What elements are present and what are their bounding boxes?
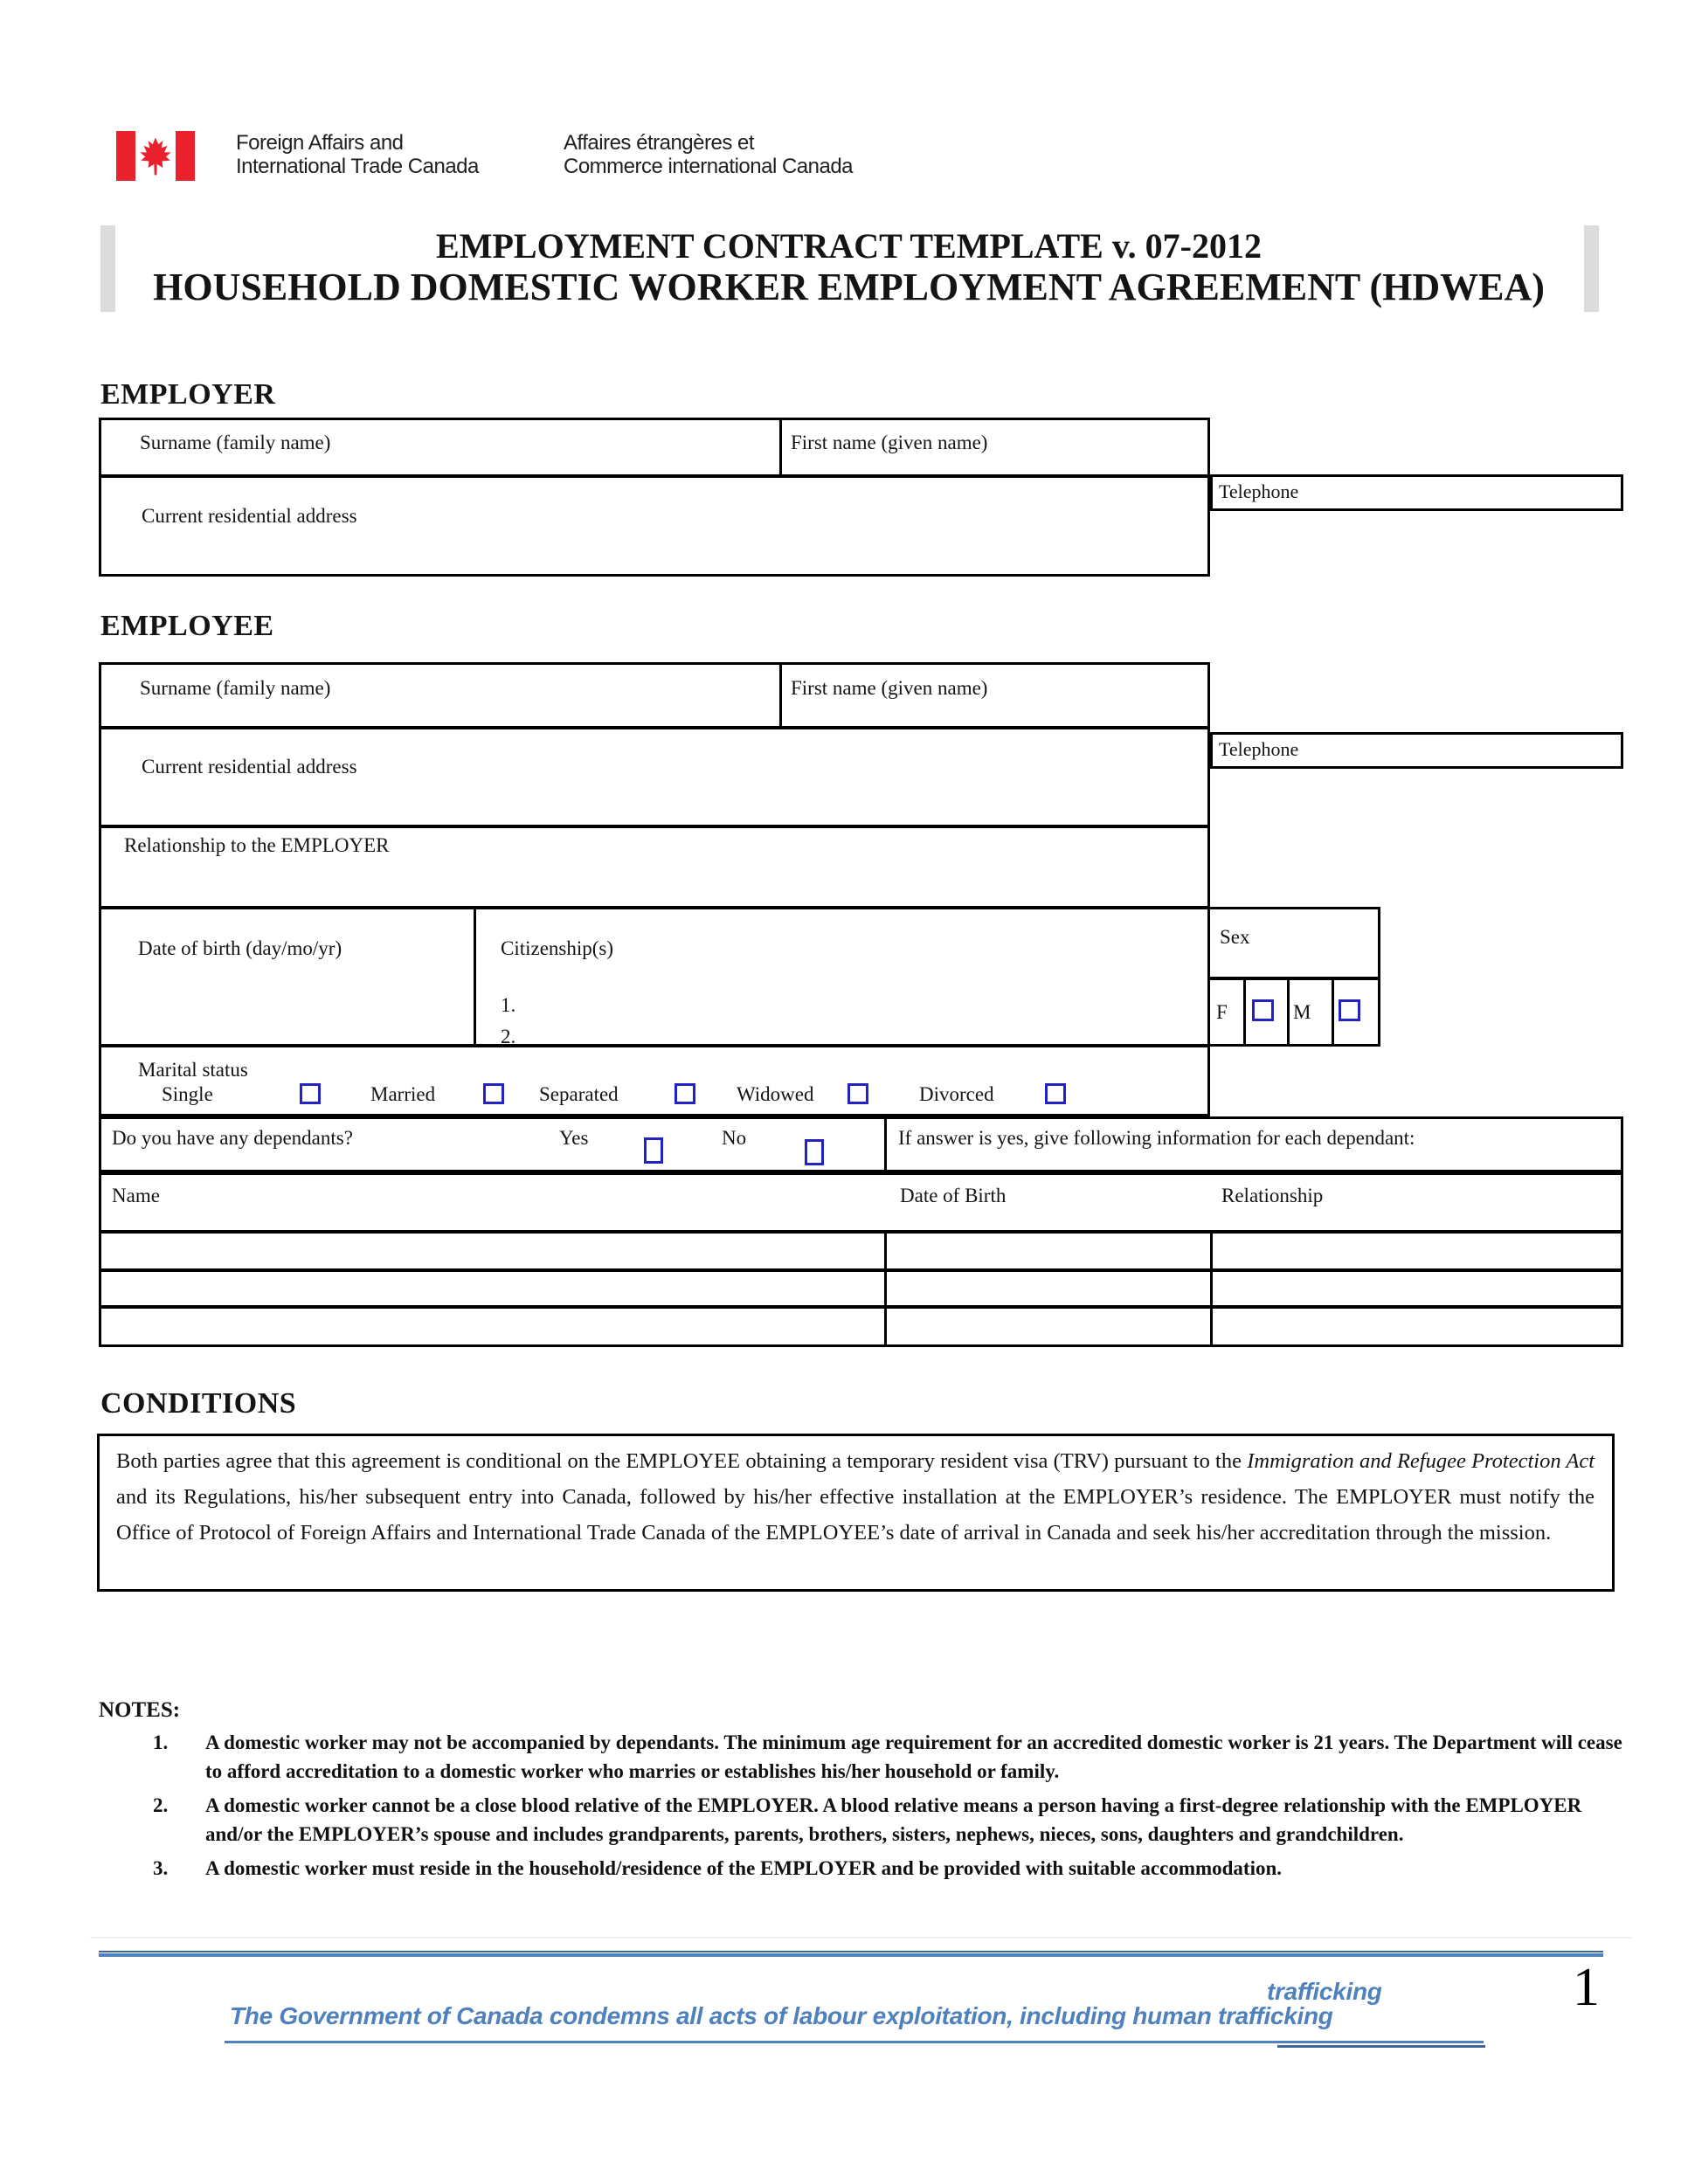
flag-red-bar-right	[176, 131, 195, 181]
citizenship-line2-field[interactable]	[533, 1026, 1206, 1048]
employee-first-name-field[interactable]	[786, 703, 1206, 719]
employer-first-name-label: First name (given name)	[791, 432, 988, 453]
employee-surname-field[interactable]	[105, 703, 773, 719]
footer-overlay-word: trafficking	[1267, 1978, 1382, 2005]
dependant-row3-name-cell[interactable]	[101, 1309, 884, 1344]
divider-line	[99, 474, 1210, 478]
marital-option-divorced-label: Divorced	[919, 1083, 994, 1105]
canada-flag-icon	[116, 131, 195, 181]
employee-dob-field[interactable]	[105, 970, 467, 1038]
department-name-english	[236, 131, 479, 178]
note-2-number: 2.	[153, 1794, 169, 1816]
citizenship-line1-field[interactable]	[533, 996, 1206, 1019]
maple-leaf-icon	[137, 135, 174, 178]
divider-line	[474, 909, 476, 1044]
divider-line	[99, 906, 1210, 909]
marital-option-separated-label: Separated	[539, 1083, 619, 1105]
checkbox-dependants-yes[interactable]	[644, 1137, 663, 1164]
employer-first-name-field[interactable]	[786, 458, 1206, 473]
footer-rule-top	[99, 1951, 1603, 1952]
employee-address-label: Current residential address	[142, 756, 357, 778]
department-name-french	[564, 131, 853, 178]
dependants-if-yes-note: If answer is yes, give following information for each dependant:	[898, 1127, 1415, 1149]
employee-relationship-field[interactable]	[105, 865, 1206, 900]
employee-surname-label: Surname (family name)	[140, 677, 331, 699]
note-item-2	[99, 1791, 1623, 1849]
conditions-text-after-act: and its Regulations, his/her subsequent entry into Canada, followed by his/her effective installation at the EMPLOYER’s residence. The EMPLOYER must notify the Office of Protocol of Foreign Affairs and International Trade Canada of the EMPLOYEE’s date of arrival in Canada and seek his/her accreditation through the mission.	[116, 1485, 1595, 1545]
employee-citizenship-label: Citizenship(s)	[501, 937, 614, 959]
checkbox-widowed[interactable]	[847, 1083, 868, 1104]
divider-line	[99, 825, 1210, 828]
employer-telephone-label: Telephone	[1219, 480, 1299, 502]
employer-telephone-field[interactable]	[1210, 474, 1623, 511]
employee-telephone-label: Telephone	[1219, 738, 1299, 760]
dependants-header-name: Name	[112, 1185, 160, 1206]
divider-line	[1207, 977, 1380, 980]
checkbox-married[interactable]	[483, 1083, 504, 1104]
sex-label: Sex	[1220, 926, 1250, 948]
checkbox-sex-male[interactable]	[1339, 999, 1360, 1021]
document-title-line2: HOUSEHOLD DOMESTIC WORKER EMPLOYMENT AGREEMENT (HDWEA)	[153, 266, 1545, 308]
dependant-row3-relationship-cell[interactable]	[1213, 1309, 1621, 1344]
divider-line	[99, 726, 1210, 729]
dependant-row3-dob-cell[interactable]	[887, 1309, 1210, 1344]
employee-relationship-label: Relationship to the EMPLOYER	[124, 834, 390, 856]
checkbox-divorced[interactable]	[1045, 1083, 1066, 1104]
marital-status-label: Marital status	[138, 1059, 248, 1081]
footer-underline	[225, 2041, 1484, 2043]
note-item-3	[99, 1854, 1623, 1883]
dependants-no-label: No	[722, 1127, 747, 1149]
dependant-row2-relationship-cell[interactable]	[1213, 1272, 1621, 1305]
marital-option-widowed-label: Widowed	[737, 1083, 814, 1105]
dependant-row2-name-cell[interactable]	[101, 1272, 884, 1305]
employer-section-heading: EMPLOYER	[100, 378, 276, 411]
note-3-number: 3.	[153, 1857, 169, 1879]
conditions-text-before-act: Both parties agree that this agreement is conditional on the EMPLOYEE obtaining a temporary resident visa (TRV) pursuant to the	[116, 1449, 1248, 1473]
document-title-line1: EMPLOYMENT CONTRACT TEMPLATE v. 07-2012	[436, 226, 1262, 266]
checkbox-dependants-no[interactable]	[805, 1139, 824, 1165]
footer-rule	[99, 1953, 1603, 1957]
dependant-row1-name-cell[interactable]	[101, 1234, 884, 1268]
note-2-text: A domestic worker cannot be a close blood relative of the EMPLOYER. A blood relative means a person having a first-degree relationship with the EMPLOYER and/or the EMPLOYER’s spouse and includes grandparents, parents, brothers, sisters, nephews, nieces, sons, daughters and grandchildren.	[205, 1794, 1582, 1845]
conditions-paragraph	[116, 1443, 1595, 1551]
marital-option-single-label: Single	[162, 1083, 213, 1105]
note-1-number: 1.	[153, 1731, 169, 1753]
employer-surname-field[interactable]	[105, 458, 773, 473]
marital-option-married-label: Married	[370, 1083, 436, 1105]
conditions-act-title: Immigration and Refugee Protection Act	[1247, 1449, 1595, 1473]
note-3-text: A domestic worker must reside in the household/residence of the EMPLOYER and be provided with suitable accommodation.	[205, 1857, 1283, 1879]
divider-line	[1243, 980, 1246, 1047]
divider-line	[1287, 980, 1290, 1047]
employee-section-heading: EMPLOYEE	[100, 610, 274, 642]
dependant-row2-dob-cell[interactable]	[887, 1272, 1210, 1305]
notes-heading: NOTES:	[99, 1698, 181, 1722]
checkbox-separated[interactable]	[675, 1083, 695, 1104]
employer-address-label: Current residential address	[142, 505, 357, 527]
dependant-row1-relationship-cell[interactable]	[1213, 1234, 1621, 1268]
dependants-yes-label: Yes	[559, 1127, 589, 1149]
dept-en-line1: Foreign Affairs and	[236, 131, 404, 155]
dependants-header-relationship: Relationship	[1221, 1185, 1324, 1206]
conditions-section-heading: CONDITIONS	[100, 1387, 297, 1420]
dept-fr-line1: Affaires étrangères et	[564, 131, 755, 155]
dept-en-line2: International Trade Canada	[236, 155, 479, 178]
dependants-header-dob: Date of Birth	[900, 1185, 1007, 1206]
divider-line	[779, 662, 782, 729]
divider-line	[1332, 980, 1334, 1047]
citizenship-line1-number: 1.	[501, 994, 516, 1016]
divider-line	[779, 418, 782, 477]
page-number: 1	[1573, 1958, 1600, 2017]
flag-red-bar-left	[116, 131, 135, 181]
employee-address-field[interactable]	[105, 786, 1206, 818]
citizenship-line2-number: 2.	[501, 1026, 516, 1047]
sex-male-label: M	[1293, 1001, 1311, 1023]
dependants-question-label: Do you have any dependants?	[112, 1127, 353, 1149]
employer-address-field[interactable]	[105, 531, 1206, 573]
dependant-row1-dob-cell[interactable]	[887, 1234, 1210, 1268]
note-1-text: A domestic worker may not be accompanied by dependants. The minimum age requirement for an accredited domestic worker is 21 years. The Department will cease to afford accreditation to a domestic worker who marries or establishes his/her household or family.	[205, 1731, 1622, 1782]
dept-fr-line2: Commerce international Canada	[564, 155, 854, 178]
sex-female-label: F	[1216, 1001, 1228, 1023]
note-item-1	[99, 1728, 1623, 1786]
checkbox-sex-female[interactable]	[1252, 999, 1274, 1021]
notes-list	[99, 1728, 1623, 1883]
footer-underline-secondary	[1277, 2045, 1485, 2048]
checkbox-single[interactable]	[300, 1083, 321, 1104]
employer-surname-label: Surname (family name)	[140, 432, 331, 453]
employee-telephone-field[interactable]	[1210, 732, 1623, 769]
footer-message: The Government of Canada condemns all acts of labour exploitation, including human trafficking	[230, 2002, 1333, 2029]
employee-dob-label: Date of birth (day/mo/yr)	[138, 937, 342, 959]
employee-first-name-label: First name (given name)	[791, 677, 988, 699]
divider-line	[884, 1116, 887, 1172]
divider-line	[90, 1937, 1631, 1939]
